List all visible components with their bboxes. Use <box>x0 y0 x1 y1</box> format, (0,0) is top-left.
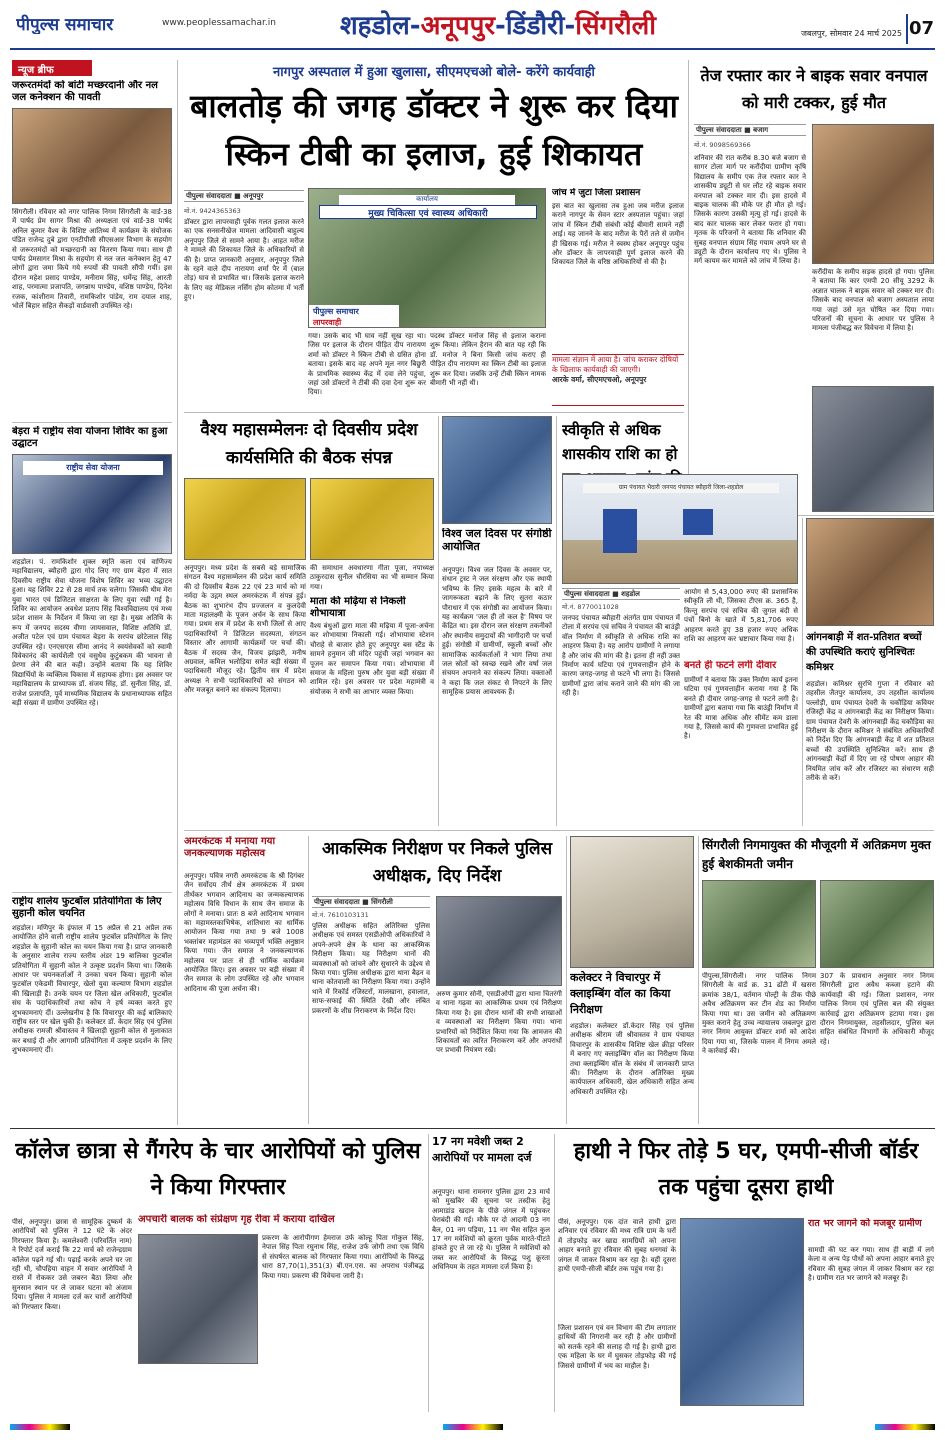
photo-tag <box>309 305 399 327</box>
vaishya-headline: वैश्य महासम्मेलनः दो दिवसीय प्रदेश कार्यसमिति की बैठक संपन्न <box>200 420 418 468</box>
bike-byline: पीपुल्स संवाददाता ■ बजाग <box>694 124 806 136</box>
lead-byline: पीपुल्स संवाददाता ■ अनूपपुर <box>184 190 304 202</box>
grant-sub: बनते ही फटने लगी दीवार <box>684 660 777 671</box>
print-registration-bar <box>10 1420 935 1434</box>
grant-headline: स्वीकृति से अधिक शासकीय राशि का हो <box>562 421 678 463</box>
climbing-body: शहडोल। कलेक्टर डॉ.केदार सिंह एवं पुलिस अधीक्षक श्रीराम जी श्रीवास्तव ने ग्राम पंचायत विचारपुर के शासकीय विशिष्ट खेल क्रीड़ा परिसर में बनाए गए क्लाइम्बिंग वॉल का निरीक्षण किया तथा क्लाइम्बिंग वॉल के संबंध में जानकारी प्राप्त की। निरीक्षण के दौरान अतिरिक्त मुख्य कार्यपालन अधिकारी, खेल अधिकारी सहित अन्य अधिकारी उपस्थित रहे। <box>570 1022 694 1096</box>
building-window <box>683 509 713 535</box>
lead-col2: गया। उसके बाद भी घाव नहीं सूख रहा था। जिस पर इलाज के दौरान पीड़ित दीप नारायण शर्मा को डॉक्टर ने स्किन टीबी से ग्रसित होना बताया। इसके बाद वह अपने मूल नगर बिछुरी के प्राथमिक स्वास्थ्य केंद्र में दवा लेने पहुंचा, जहां उसे डॉक्टरों ने टीबी की दवा देना शुरू कर दिया। <box>308 332 426 397</box>
cattle-body: अनूपपुर। थाना रामनगर पुलिस द्वारा 23 मार्च को मुखबिर की सूचना पर तस्दीक हेतु आमाडांड खदान के पीछे जंगल में पहुंचकर घेराबंदी की गई। मौके पर दो आदमी 03 नग बैल, 01 नग पड़िया, 11 नग भैंस सहित कुल 17 नग मवेशियों को क्रूरता पूर्वक मारते-पीटते हांकते हुए ले जा रहे थे। पुलिस ने मवेशियों को जब्त कर आरोपियों के विरुद्ध पशु क्रूरता अधिनियम के तहत मामला दर्ज किया है। <box>432 1188 550 1272</box>
color-swatch-right <box>875 1424 935 1430</box>
office-sign: मुख्य चिकित्सा एवं स्वास्थ्य अधिकारी <box>319 205 537 219</box>
college-headline: कॉलेज छात्रा से गैंगरेप के चार आरोपियों को पुलिस ने किया गिरफ्तार <box>15 1139 421 1200</box>
vaishya-photo-1 <box>184 478 306 560</box>
anganwadi-photo <box>806 518 934 626</box>
grant-body2: आयोग से 5,43,000 रुपए की प्रशासनिक स्वीकृति ली थी, जिसका टीएस क्र. 365 है, किन्तु सरपंच एवं सचिव की जुगल बंदी से पंचों बिनो के खाते में 5,81,706 रुपए आहरण करते हुए 38 हजार रुपए अधिक राशि का आहरण कर भ्रष्टाचार किया गया है। <box>684 588 798 644</box>
lead-headline: बालतोड़ की जगह डॉक्टर ने शुरू कर दिया स्किन टीबी का इलाज, हुई शिकायत <box>190 87 678 173</box>
college-body: पीसं, अनूपपुर। छात्रा से सामूहिक दुष्कर्म के आरोपियों को पुलिस ने 12 घंटे के अंदर गिरफ्तार किया है। कमलेश्वरी (परिवर्तित नाम) ने रिपोर्ट दर्ज कराई कि 22 मार्च को राजेन्द्रग्राम कॉलेज पढ़ने गई थी। पढ़ाई करके अपने घर जा रही थी, चौपहिया वाहन में सवार आरोपियों ने रास्ते में रोककर उसे जबरन बैठा लिया और सुनसान स्थान पर ले जाकर घटना को अंजाम दिया। पुलिस ने मामला दर्ज कर चारों आरोपियों को गिरफ्तार किया। <box>12 1218 132 1311</box>
college-sub: अपचारी बालक को संप्रेक्षण गृह रीवा में कराया दाखिल <box>138 1214 335 1225</box>
vaishya-body: अनूपपुर। मध्य प्रदेश के सबसे बड़े सामाजिक संगठन वैश्य महासम्मेलन की प्रदेश कार्य समिति की दो दिवसीय बैठक 22 एवं 23 मार्च को मां नर्मदा के उद्गम स्थल अमरकंटक में संपन्न हुई। बैठक का शुभारंभ दीप प्रज्जलन व कुलदेवी माता महालक्ष्मी के पूजन अर्चन के साथ किया गया। प्रथम सत्र में प्रदेश के सभी जिलों से आए पदाधिकारियों ने डिजिटल सदस्यता, संगठन विस्तार और आगामी कार्यक्रमों पर चर्चा की। बैठक में सदस्य जैन, विजय झांझरी, मनीष अग्रवाल, कमिल भलोड़िया समेत बड़ी संख्या में पदाधिकारी मौजूद रहे। द्वितीय सत्र में प्रदेश अध्यक्ष ने सभी पदाधिकारियों को संगठन को और मजबूत बनाने का संकल्प दिलाया। <box>184 564 306 695</box>
logo: पीपुल्स समाचार <box>16 15 114 34</box>
cmho-office-photo <box>308 188 546 328</box>
lead-col1: डॉक्टर द्वारा लापरवाही पूर्वक गलत इलाज करने का एक सनसनीखेज मामला आदिवासी बाहुल्य अनूपपुर जिले से सामने आया है। आहत मरीज ने मामले की शिकायत जिले के अधिकारियों से की है। प्राप्त जानकारी अनुसार, अनूपपुर जिले के रहने वाले दीप नारायण शर्मा पैर में (बाल तोड़) घाव से प्रभावित था। जिसके इलाज कराने के लिए वह मेडिकल नर्सिंग होम कोतमा में भर्ती हुए। <box>184 218 304 302</box>
lead-mobile: मो.नं. 9424365363 <box>184 207 241 215</box>
brief2-headline: बेड़रा में राष्ट्रीय सेवा योजना शिविर का हुआ उद्घाटन <box>12 426 168 449</box>
vaishya-body3: वैश्य बंधुओं द्वारा माता की मढ़िया में पूजा-अर्चना कर शोभायात्रा निकाली गई। शोभायात्रा स्टेशन चौराहे से बाजार होते हुए अनूपपुर बस स्टैंड के सामने हनुमान जी मंदिर पहुंची जहां भगवान का पूजन कर समापन किया गया। शोभायात्रा में समाज के महिला पुरुष और युवा बड़ी संख्या में शामिल रहे। इस अवसर पर प्रदेश महामंत्री व संयोजक ने सभी का आभार व्यक्त किया। <box>310 622 434 696</box>
bike-caption: करौंदीया के समीप सड़क हादसे हो गया। पुलिस ने बताया कि कार एमपी 20 सीयू 3292 के अज्ञात चालक ने बाइक सवार को टक्कर मार दी। जिसके बाद वनपाल को बजाग अस्पताल लाया गया जहां उसे मृत घोषित कर दिया गया। परिजनों की सूचना के आधार पर पुलिस ने मामला पंजीबद्ध कर विवेचना में लिया है। <box>812 268 934 333</box>
accident-photo-2 <box>812 386 934 512</box>
lead-col4-heading: जांच में जुटा जिला प्रशासन <box>552 188 641 198</box>
lead-col4: इस बात का खुलासा तब हुआ जब मरीज इलाज कराने नागपुर के सेवन स्टार अस्पताल पहुंचा। जहां जांच में स्किन टीबी संबंधी कोई बीमारी सामने नहीं आई। यह जानने के बाद मरीज के पैरों तले से जमीन ही खिसक गई। मरीज ने स्वस्थ होकर अनूपपुर पहुंच और डॉक्टर के लापरवाही पूर्ण इलाज करने की शिकायत जिले के वरिष्ठ अधिकारियों से की है। <box>552 202 684 267</box>
elephant-body3: सामग्री की घट कर गया। साथ ही बाड़ी में लगे केला व अन्य पेड़ पौधों को अपना आहार बनाते हुए रविवार की सुबह जंगल में जाकर विश्राम कर रहा है। ग्रामीण रात भर जागने को मजबूर हैं। <box>808 1246 934 1283</box>
brief2-photo <box>12 454 172 554</box>
title-part-3: -डिंडौरी- <box>495 11 576 41</box>
page-number: 07 <box>906 14 935 44</box>
bike-headline: तेज रफ्तार कार ने बाइक सवार वनपाल को मारी टक्कर, हुई मौत <box>700 66 928 112</box>
amarkantak-body: अनूपपुर। पवित्र नगरी अमरकंटक के श्री दिगंबर जैन सर्वोदय तीर्थ क्षेत्र अमरकंटक में प्रथम तीर्थंकर भगवान आदिनाथ का जन्मकल्याणक महोत्सव विधि विधान के साथ जैन समाज के लोगों ने मनाया। प्रातः 8 बजे आदिनाथ भगवान का महामस्तकाभिषेक, शांतिधारा का धार्मिक आयोजन किया गया तथा 9 बजे 1008 भक्तांबर महामंडल का भव्यपूर्ण भक्ति अनुष्ठान किया गया। जैन समाज ने जनकल्याणक महोत्सव पर प्रातः से ही धार्मिक कार्यक्रम आयोजित किए। इस अवसर पर बड़ी संख्या में जैन समाज के लोग उपस्थित रहे और भगवान आदिनाथ की पूजा अर्चना की। <box>184 872 304 993</box>
police-body2: अरुण कुमार सोनी, एसडीओपी द्वारा थाना चितरंगी व थाना गढ़वा का आकस्मिक प्रथम एवं निरीक्षण किया गया है। इस दौरान थानों की सभी शाखाओं व व्यवस्थाओं का निरीक्षण किया गया। थाना प्रभारियों को निर्देशित किया गया कि आमजन की शिकायतों का त्वरित निराकरण करें और अपराधों पर प्रभावी नियंत्रण रखें। <box>436 990 562 1055</box>
color-swatch-left <box>10 1424 70 1430</box>
nss-banner: राष्ट्रीय सेवा योजना <box>23 461 163 475</box>
brief2-body: शहडोल। पं. रामकिशोर शुक्ल स्मृति कला एवं वाणिज्य महाविद्यालय, ब्यौहारी द्वारा गोद लिए गए ग्राम बेड़रा में सात दिवसीय राष्ट्रीय सेवा योजना विशेष शिविर का भव्य उद्घाटन हुआ। यह शिविर 22 से 28 मार्च तक चलेगा। जिसकी थीम मेरा युवा भारत एवं डिजिटल साक्षरता के लिए युवा रखी गई है। शिविर का आयोजन अवधेश प्रताप सिंह विश्वविद्यालय एवं मध्य प्रदेश शासन के निर्देशन में किया जा रहा है। मुख्य अतिथि के रूप में जनपद सदस्य वीणा जायसवाल, विशिष्ट अतिथि डॉ. अजीत पटेल एवं ग्राम पंचायत बेड़रा के सरपंच छोटेलाल सिंह उपस्थित रहे। एनएसएस सीमा आनंद ने स्वयंसेवकों को स्वामी विवेकानंद की कार्यशैली एवं वसुधैव कुटुंबकम की भावना से प्रेरणा लेने की बात कही। उन्होंने बताया कि यह शिविर विद्यार्थियों के व्यक्तित्व विकास में सहायक होगा। इस अवसर पर महाविद्यालय के प्राध्यापक डॉ. संजय सिंह, डॉ. सुनीता सिंह, डॉ. राजेश प्रजापति, पूर्व माध्यमिक विद्यालय के प्रधानाध्यापक सहित बड़ी संख्या में ग्रामीण उपस्थित रहे। <box>12 558 172 708</box>
title-part-2: अनूपपुर <box>420 11 496 41</box>
elephant-sub: रात भर जागने को मजबूर ग्रामीण <box>808 1218 922 1229</box>
encroach-photo-2 <box>820 880 934 968</box>
grant-byline: पीपुल्स संवाददाता ■ शहडोल <box>562 588 680 600</box>
bike-body: शनिवार की रात करीब 8.30 बजे बजाग से सागर टोला मार्ग पर करौंदीया ग्रामीण कृषि विद्यालय के समीप एक तेज रफ्तार कार ने शासकीय ड्यूटी से घर लौट रहे बाइक सवार वनपाल को टक्कर मार दी। इस हादसे में बाइक चालक की मौके पर ही मौत हो गई। जिसके कारण उसकी मृत्यु हो गई। हादसे के बाद कार चालक कार लेकर फरार हो गया। मृतक के परिजनों ने बताया कि शनिवार की सुबह वनपाल संग्राम सिंह गयाम अपने घर से ड्यूटी के दौरान कार्यालय गए थे। पुलिस ने मर्ग कायम कर मामले को जांच में लिया है। <box>694 154 806 266</box>
brief-label: न्यूज ब्रीफ <box>12 60 92 76</box>
brief1-body: सिंगरौली। रविवार को नगर पालिक निगम सिंगरौली के वार्ड-38 में पार्षद प्रेम सागर मिश्रा की अध्यक्षता एवं वार्ड-38 पार्षद अनिल कुमार वैश्य के विशिष्ट आतिथ्य में कार्यक्रम के संयोजक पंडित राजेन्द्र दुबे द्वारा एनटीपीसी सीएसआर विभाग के सहयोग से जरूरतमंदों को मच्छरदानी का वितरण किया गया। साथ ही पार्षद प्रेमसागर मिश्रा के सहयोग से नल जल कनेक्शन हेतु 47 लोगों द्वारा जमा किये गये रुपयों की पावती सौंपी गयीं। इस दौरान महेश प्रसाद पाण्डेय, मनीराम सिंह, धर्मेन्द्र सिंह, आरती शाह, परमात्मा प्रजापति, जगन्नाथ पाण्डेय, वशिष्ठ पाण्डेय, दिनेश रजक, कांशीराम तिवारी, रामकिशोर पांडेय, राम दयाल शाह, भोलें बिहार सहित सैकड़ों वार्डवासी उपस्थित रहे। <box>12 208 172 311</box>
police-inspection-photo <box>436 896 562 986</box>
climbing-wall-photo <box>570 836 694 968</box>
encroach-headline: सिंगरौली निगमायुक्त की मौजूदगी में अतिक्रमण मुक्त हुई बेशकीमती जमीन <box>702 838 931 871</box>
lead-quote-box <box>552 354 684 406</box>
site-url: www.peoplessamachar.in <box>162 18 276 28</box>
police-headline: आकस्मिक निरीक्षण पर निकले पुलिस अधीक्षक, दिए निर्देश <box>321 839 553 886</box>
title-part-4: सिंगरौली <box>575 11 656 41</box>
bike-mobile: मो.नं. 9098569366 <box>694 141 751 149</box>
cattle-headline: 17 नग मवेशी जब्त 2 आरोपियों पर मामला दर्ज <box>432 1135 532 1164</box>
section-title <box>340 8 740 44</box>
police-mobile: मो.नं. 7610103131 <box>312 911 369 919</box>
anganwadi-body: शहडोल। कमिश्नर सुरभि गुप्ता ने रविवार को तहसील जैतपुर कार्यालय, उप तहसील कार्यालय पल्लोड़ी, ग्राम पंचायत देवरी के चकौड़िया कवियर रजिस्ट्री केंद्र व आंगनबाड़ी केंद्र का निरीक्षण किया। ग्राम पंचायत देवरी के आंगनबाड़ी केंद्र चकौड़िया का निरीक्षण के दौरान कमिश्नर ने संबंधित अधिकारियों को निर्देश दिए कि आंगनबाड़ी केंद्र में शत प्रतिशत बच्चों की उपस्थिति सुनिश्चित करें। साथ ही आंगनबाड़ी केंद्रों में दिए जा रहे पोषण आहार की नियमित जांच करें और रजिस्टर का संधारण सही तरीके से करें। <box>806 680 934 783</box>
color-swatch-mid <box>443 1424 503 1430</box>
brief1-photo <box>12 108 172 204</box>
anganwadi-headline: आंगनबाड़ी में शत-प्रतिशत बच्चों की उपस्थिति कराएं सुनिश्चितः कमिश्नर <box>806 632 922 673</box>
water-body: अनूपपुर। विश्व जल दिवस के अवसर पर, संधान ट्रस्ट ने जल संरक्षण और एक स्थायी भविष्य के लिए इसके महत्व के बारे में जागरूकता बढ़ाने के लिए सुतरा कठार पौराधार में एक संगोष्ठी का आयोजन किया। यह कार्यक्रम 'जल ही तो कल है' विषय पर केंद्रित था। इस दौरान जल संरक्षण तकनीकों और स्थानीय समुदायों की भागीदारी पर चर्चा हुई। संगोष्ठी में ग्रामीणों, स्कूली बच्चों और सामाजिक कार्यकर्ताओं ने भाग लिया तथा जल स्रोतों को स्वच्छ रखने और वर्षा जल संचयन अपनाने का संकल्प लिया। वक्ताओं ने कहा कि जल संकट से निपटने के लिए सामूहिक प्रयास आवश्यक हैं। <box>442 566 552 697</box>
accident-photo-1 <box>812 124 934 264</box>
arrest-photo <box>138 1234 258 1364</box>
title-part-1: शहडोल- <box>340 11 421 41</box>
elephant-headline: हाथी ने फिर तोड़े 5 घर, एमपी-सीजी बॉर्डर तक पहुंचा दूसरा हाथी <box>573 1139 919 1200</box>
water-headline: विश्व जल दिवस पर संगोष्ठी आयोजित <box>442 528 552 553</box>
news-brief-column <box>12 60 172 1125</box>
amarkantak-headline: अमरकंटक में मनाया गया जनकल्याणक महोत्सव <box>184 836 276 859</box>
lead-kicker: नागपुर अस्पताल में हुआ खुलासा, सीएमएचओ बोले- करेंगे कार्यवाही <box>273 65 595 80</box>
grant-body3: ग्रामीणों ने बताया कि उक्त निर्माण कार्य इतना घटिया एवं गुणवत्ताहीन कराया गया है कि बनते ही दीवार जगह-जगह से फटने लगी है। ग्रामीणों द्वारा बताया गया कि बाउंड्री निर्माण में रेत की मात्रा अधिक और सीमेंट कम डाला गया है, जिससे कार्य की गुणवत्ता प्रभावित हुई है। <box>684 676 798 741</box>
elephant-body2: जिला प्रशासन एवं वन विभाग की टीम लगातार हाथियों की निगरानी कर रही है और ग्रामीणों को सतर्क रहने की सलाह दी गई है। हाथी द्वारा एक महिला के घर में घुसकर तोड़फोड़ की गई जिससे ग्रामीणों में भय का माहौल है। <box>558 1324 676 1370</box>
photo-tag-label: लापरवाही <box>313 318 342 327</box>
brief3-headline: राष्ट्रीय शालेय फुटबॉल प्रतियोगिता के लिए सुहानी कोल चयनित <box>12 896 162 919</box>
climbing-headline: कलेक्टर ने विचारपुर में क्लाइम्बिंग वॉल का किया निरीक्षण <box>570 971 671 1016</box>
vaishya-photo-2 <box>310 478 434 560</box>
lead-col3: पदस्थ डॉक्टर मनोज सिंह से इलाज कराना शुरू किया। लेकिन हैरान की बात यह रही कि डॉ. मनोज ने बिना किसी जांच कराए ही पीड़ित दीप नारायण का स्किन टीबी का इलाज शुरू कर दिया। जबकि उन्हें टीबी स्किन नामक बीमारी भी नहीं थी। <box>430 332 546 388</box>
date-line: जबलपुर, सोमवार 24 मार्च 2025 <box>801 29 902 38</box>
grant-body: जनपद पंचायत ब्यौहारी अंतर्गत ग्राम पंचायत में टोला में सरपंच एवं सचिव ने पंचायत की बाउंड्री वॉल निर्माण में स्वीकृति से अधिक राशि का आहरण किया है। यह आरोप ग्रामीणों ने लगाया है और जांच की मांग की है। इतना ही नहीं उक्त निर्माण कार्य घटिया एवं गुणवत्ताहीन होने के कारण जगह-जगह से फटने भी लगा है। जिससे ग्रामीणों द्वारा जांच कराने जाने की मांग की जा रही है। <box>562 614 680 698</box>
vaishya-sub: माता की मढ़िया से निकली शोभायात्रा <box>310 596 406 619</box>
masthead <box>10 6 935 50</box>
police-body: पुलिस अधीक्षक सहित अतिरिक्त पुलिस अधीक्षक एवं समस्त एसडीओपी अधिकारियों ने अपने-अपने क्षेत्र के थाना का आकस्मिक निरीक्षण किया। यह निरीक्षण थानों की व्यवस्थाओं को जांचने और सुधारने के उद्देश्य से किया गया। पुलिस अधीक्षक द्वारा थाना बैढ़न व थाना कोतवाली का निरीक्षण किया गया। उन्होंने थाने में रिकॉर्ड रजिस्टरों, मालखाना, हवालात, साफ-सफाई की स्थिति देखी और लंबित प्रकरणों के शीघ्र निराकरण के निर्देश दिए। <box>312 922 430 1015</box>
grant-mobile: मो.नं. 8770011028 <box>562 603 619 611</box>
elephant-damage-photo <box>680 1218 804 1406</box>
elephant-body: पीसं, अनूपपुर। एक दांत वाले हाथी द्वारा शनिवार एवं रविवार की मध्य रात्रि ग्राम के घरों में तोड़फोड़ कर खाद्य सामग्रियों को अपना आहार बनाते हुए रविवार की सुबह धनगवां के जंगल में जाकर विश्राम कर रहा है। वहीं दूसरा हाथी एमपी-सीजी बॉर्डर तक पहुंच गया है। <box>558 1218 676 1274</box>
encroach-body2: 307 के प्रावधान अनुसार नगर निगम सिंगरौली द्वारा अवैध कब्जा हटाने की कार्यवाही की गई। जिला प्रशासन, नगर पालिक निगम एवं पुलिस बल की संयुक्त कार्रवाई द्वारा अतिक्रमण हटाया गया। इस दौरान निगमायुक्त, तहसीलदार, पुलिस बल सहित संबंधित विभागों के अधिकारी मौजूद रहे। <box>820 972 934 1046</box>
police-byline: पीपुल्स संवाददाता ■ सिंगरौली <box>312 896 430 908</box>
vaishya-body2: की समाधान अवधारणा गीता पूजा, नपाध्यक्ष ठाकुरदास सुनील चौरसिया का भी सम्मान किया गया। <box>310 564 434 591</box>
water-day-photo <box>442 416 552 524</box>
encroach-photo-1 <box>702 880 816 968</box>
lead-quote-by: आरके वर्मा, सीएमएचओ, अनूपपुर <box>552 375 647 384</box>
panchayat-building-photo <box>562 474 798 584</box>
lead-quote: मामला संज्ञान में आया है। जांच कराकर दोषियों के खिलाफ कार्यवाही की जाएगी। <box>552 355 679 374</box>
building-door <box>603 509 637 553</box>
brief3-body: शहडोल। मणिपुर के इंफाल में 15 अप्रैल से 21 अप्रैल तक आयोजित होने वाली राष्ट्रीय शालेय फुटबॉल प्रतियोगिता के लिए शहडोल के सुहानी कोल का चयन किया गया है। प्राप्त जानकारी के अनुसार शालेय राज्य स्तरीय अंडर 19 बालिका फुटबॉल प्रतियोगिता में सुहानी कोल ने उत्कृष्ट प्रदर्शन किया था। जिसके आधार पर चयनकर्ताओं ने उनका चयन किया। सुहानी कोल फुटबॉल एकेडमी विचारपुर, खेलो युवा कल्याण विभाग शहडोल की खिलाड़ी हैं। उनके चयन पर जिला खेल अधिकारी, फुटबॉल संघ के पदाधिकारियों तथा कोच ने हर्ष व्यक्त करते हुए शुभकामनाएं दीं। उल्लेखनीय है कि विचारपुर की कई बालिकाएं राष्ट्रीय स्तर पर खेल चुकी हैं। कलेक्टर डॉ. केदार सिंह एवं पुलिस अधीक्षक रामजी श्रीवास्तव ने खिलाड़ी सुहानी कोल से मुलाकात कर बधाई दी और आगामी प्रतियोगिता में उत्कृष्ट प्रदर्शन के लिए शुभकामनाएं दीं। <box>12 924 172 1055</box>
photo-tag-brand: पीपुल्स समाचार <box>313 307 359 316</box>
building-sign: ग्राम पंचायत भैदारी जनपद पंचायत ब्यौहारी जिला-शहडोल <box>583 483 779 493</box>
college-body2: प्रकरण के आरोपीगण हेमराज उर्फ कोल्हू पिता गोकुल सिंह, नेपाल सिंह पिता रघुनाथ सिंह, राजेश उर्फ जोगी तथा एक विधि से संघर्षरत बालक को गिरफ्तार किया गया। आरोपियों के विरुद्ध धारा 87,70(1),351(3) बी.एन.एस. का अपराध पंजीबद्ध किया गया। प्रकरण की विवेचना जारी है। <box>262 1234 424 1280</box>
brief1-headline: जरूरतमंदों को बांटी मच्छरदानी और नल जल कनेक्शन की पावती <box>12 80 158 103</box>
encroach-body: पीपुल्स,सिंगरौली। नगर पालिक निगम सिंगरौली के वार्ड क्र. 31 ढोंटी में खसरा क्रमांक 38/1, वर्तमान पोल्ट्री के ठीक पीछे अवैध अतिक्रमण कर टीन शेड का निर्माण किया गया था। उस जमीन को अतिक्रमण मुक्त कराने हेतु उच्च न्यायालय जबलपुर द्वारा नगर निगम आयुक्त डॉक्टर शर्मा को आदेश दिया गया था, जिसके पालन में निगम अमले ने कार्रवाई की। <box>702 972 816 1056</box>
office-sign-top: कार्यालय <box>339 195 515 205</box>
